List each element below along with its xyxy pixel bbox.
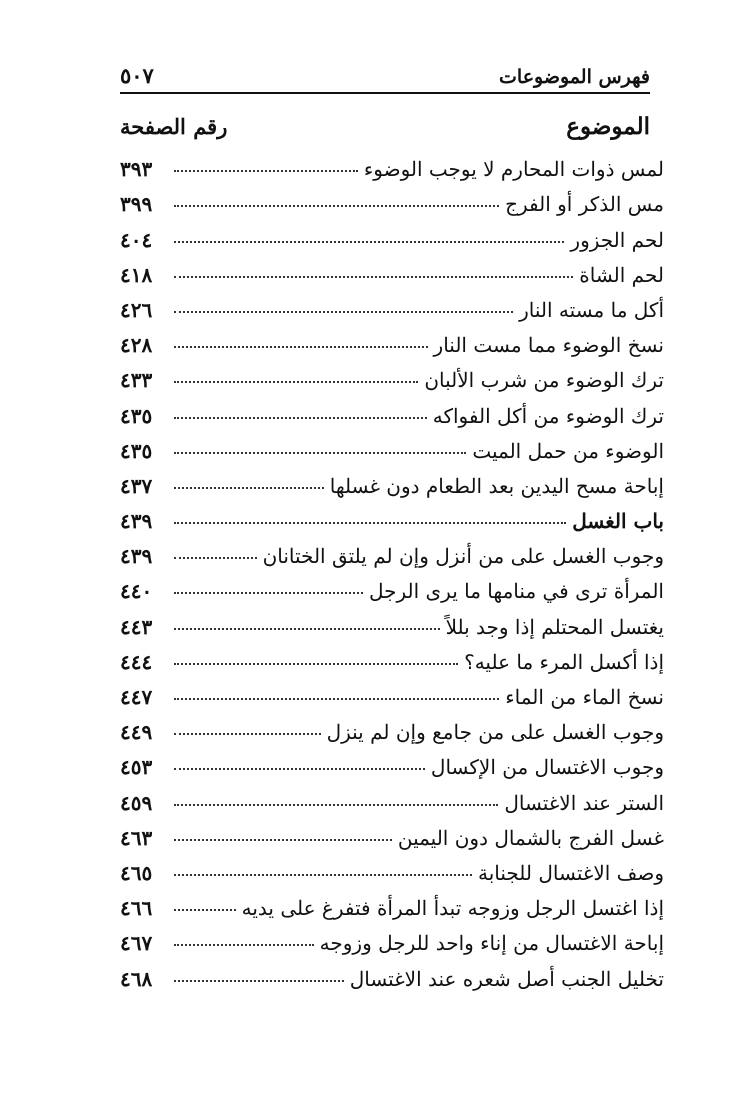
toc-entry	[120, 392, 664, 427]
toc-entry-title: الوضوء من حمل الميت	[472, 438, 664, 463]
toc-entry-title: إباحة الاغتسال من إناء واحد للرجل وزوجه	[319, 931, 664, 956]
toc-entry	[120, 850, 664, 885]
toc-entry-title: نسخ الوضوء مما مست النار	[433, 333, 664, 358]
toc-entry-page: ٣٩٣	[120, 157, 153, 182]
toc-entry-page: ٤٢٨	[120, 333, 153, 358]
dot-leader	[174, 944, 314, 946]
toc-entry-title: ترك الوضوء من أكل الفواكه	[432, 403, 664, 428]
toc-entry	[120, 287, 664, 322]
toc-entry	[120, 181, 664, 216]
toc-entry-title: أكل ما مسته النار	[519, 297, 664, 322]
toc-entry	[120, 463, 664, 498]
toc-entry-page: ٤٦٣	[120, 825, 153, 850]
page-number: ٥٠٧	[120, 63, 154, 88]
toc-entry-page: ٤٦٨	[120, 966, 153, 991]
toc-entry-page: ٤٣٩	[120, 544, 153, 569]
dot-leader	[174, 768, 425, 770]
toc-entry	[120, 322, 664, 357]
toc-entry	[120, 815, 664, 850]
toc-entry-page: ٤٢٦	[120, 297, 153, 322]
toc-entry-page: ٤٦٧	[120, 931, 153, 956]
dot-leader	[174, 381, 418, 383]
dot-leader	[174, 276, 573, 278]
toc-entry-page: ٤٤٠	[120, 579, 153, 604]
toc-entry-title: إباحة مسح اليدين بعد الطعام دون غسلها	[329, 473, 664, 498]
running-header	[120, 54, 650, 94]
dot-leader	[174, 980, 344, 982]
toc-entry-page: ٣٩٩	[120, 192, 153, 217]
toc-entry-title: نسخ الماء من الماء	[505, 685, 664, 709]
toc-entry-title: يغتسل المحتلم إذا وجد بللاً	[445, 614, 664, 639]
toc-entry-page: ٤٤٤	[120, 649, 153, 674]
dot-leader	[174, 874, 472, 876]
toc-entry-title: إذا اغتسل الرجل وزوجه تبدأ المرأة فتفرغ على يديه	[241, 896, 664, 921]
dot-leader	[174, 839, 392, 841]
toc-entry-page: ٤٥٩	[120, 790, 153, 815]
toc-entry	[120, 639, 664, 674]
toc-entry-title: لحم الشاة	[579, 262, 664, 287]
toc-entry	[120, 920, 664, 955]
toc-entry-page: ٤٣٣	[120, 368, 153, 393]
toc-entry	[120, 428, 664, 463]
dot-leader	[174, 628, 440, 630]
toc-entry-title: وجوب الغسل على من أنزل وإن لم يلتق الختانان	[262, 544, 664, 569]
dot-leader	[174, 698, 499, 700]
toc-entry-title: إذا أكسل المرء ما عليه؟	[464, 649, 664, 674]
toc-entry-page: ٤٦٦	[120, 896, 153, 921]
dot-leader	[174, 522, 566, 524]
toc-entry-page: ٤٤٣	[120, 614, 153, 639]
toc-entry-title: المرأة ترى في منامها ما يرى الرجل	[368, 579, 664, 604]
toc-entry	[120, 779, 664, 814]
toc-entry-title: ترك الوضوء من شرب الألبان	[424, 368, 664, 393]
toc-entry-title: الستر عند الاغتسال	[504, 790, 664, 815]
toc-entry-title: لحم الجزور	[570, 227, 664, 252]
toc-entry	[120, 252, 664, 287]
toc-entry-title: وصف الاغتسال للجنابة	[477, 860, 664, 885]
dot-leader	[174, 557, 257, 559]
dot-leader	[174, 592, 363, 594]
toc-entry-page: ٤٤٩	[120, 720, 153, 745]
dot-leader	[174, 663, 458, 665]
dot-leader	[174, 346, 428, 348]
toc-entry-page: ٤٤٧	[120, 685, 153, 709]
toc-entry-page: ٤١٨	[120, 262, 153, 287]
toc-entry-page: ٤٦٥	[120, 860, 153, 885]
toc-entry-title: وجوب الغسل على من جامع وإن لم ينزل	[326, 720, 664, 745]
toc-entry	[120, 744, 664, 779]
dot-leader	[174, 452, 466, 454]
table-of-contents	[120, 146, 664, 991]
toc-entry	[120, 533, 664, 568]
dot-leader	[174, 804, 498, 806]
dot-leader	[174, 733, 321, 735]
dot-leader	[174, 170, 358, 172]
toc-entry	[120, 357, 664, 392]
toc-entry-page: ٤٥٣	[120, 755, 153, 780]
toc-entry-page: ٤٣٧	[120, 473, 153, 498]
column-headings	[120, 108, 650, 144]
page-column-heading: رقم الصفحة	[120, 113, 228, 139]
topic-column-heading: الموضوع	[566, 112, 650, 140]
dot-leader	[174, 205, 499, 207]
toc-entry	[120, 885, 664, 920]
dot-leader	[174, 241, 564, 243]
toc-entry-title: باب الغسل	[572, 509, 664, 534]
toc-entry	[120, 216, 664, 251]
toc-entry-page: ٤٣٥	[120, 403, 153, 428]
toc-entry-title: غسل الفرج بالشمال دون اليمين	[397, 825, 664, 850]
dot-leader	[174, 487, 324, 489]
dot-leader	[174, 909, 236, 911]
toc-entry-page: ٤٣٥	[120, 438, 153, 463]
toc-entry-title: وجوب الاغتسال من الإكسال	[430, 755, 664, 780]
toc-entry	[120, 603, 664, 638]
toc-entry-title: مس الذكر أو الفرج	[505, 192, 664, 217]
toc-entry-page: ٤٣٩	[120, 509, 153, 534]
toc-entry-title: تخليل الجنب أصل شعره عند الاغتسال	[349, 966, 664, 991]
toc-entry	[120, 146, 664, 181]
toc-entry	[120, 568, 664, 603]
toc-entry	[120, 955, 664, 990]
toc-entry-page: ٤٠٤	[120, 227, 153, 252]
dot-leader	[174, 417, 427, 419]
dot-leader	[174, 311, 513, 313]
toc-entry	[120, 709, 664, 744]
toc-entry	[120, 498, 664, 533]
toc-entry-title: لمس ذوات المحارم لا يوجب الوضوء	[363, 157, 664, 182]
running-title: فهرس الموضوعات	[499, 66, 650, 88]
toc-entry	[120, 674, 664, 709]
